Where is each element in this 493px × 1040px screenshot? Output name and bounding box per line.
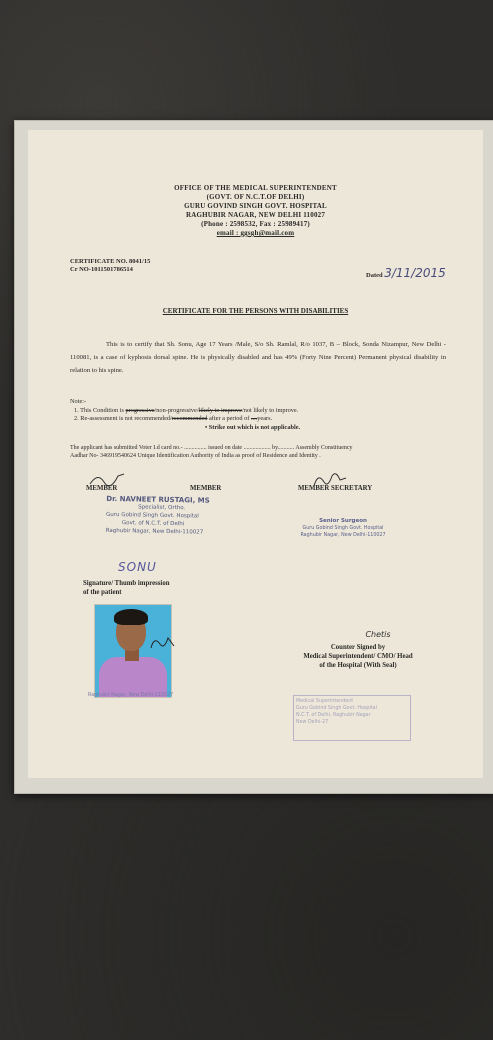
counter-line: of the Hospital (With Seal) (319, 662, 397, 669)
struck-blank: .... (250, 415, 258, 422)
cr-no: Cr NO-1011501786514 (70, 266, 133, 273)
certificate-title: CERTIFICATE FOR THE PERSONS WITH DISABILITIES (162, 307, 349, 315)
applicant-line-2: Aadhar No- 346919540624 Unique Identification Authority of India as proof of Residence and Identity . (70, 453, 321, 459)
certificate-body: This is to certify that Sh. Sonu, Age 17 Years /Male, S/o Sh. Ramlal, R/o 1037, B – Block, Sonda Nizampur, New Delhi - 110081, is a case of kyphosis dorsal spine. He is physically disabled and has 49% (Forty Nine Percent) Permanent physical disability in relation to his spine. (70, 341, 446, 374)
seal-line: Guru Gobind Singh Govt. Hospital (296, 706, 377, 711)
stamp-name: Dr. NAVNEET RUSTAGI, MS (106, 494, 210, 505)
note-item-1 (70, 407, 440, 416)
stamp-line: Guru Gobind Singh Govt. Hospital (105, 511, 199, 520)
header-line: OFFICE OF THE MEDICAL SUPERINTENDENT (174, 184, 337, 192)
secretary-stamp (278, 518, 408, 539)
photo-hair (114, 609, 148, 625)
dated-field (366, 266, 446, 280)
member-secretary-label: MEMBER SECRETARY (298, 485, 373, 492)
superintendent-seal (293, 695, 411, 741)
note-text: /not likely to improve. (241, 406, 299, 414)
note-text: years. (257, 415, 273, 422)
dated-label: Dated (366, 272, 383, 279)
certificate-no: CERTIFICATE NO. 8041/15 (70, 258, 151, 265)
note-item-2 (70, 415, 440, 424)
note-section (70, 398, 440, 432)
certificate-page (28, 130, 483, 778)
stamp-line: Senior Surgeon (319, 518, 367, 524)
member-label-1: MEMBER (86, 485, 118, 492)
photo-shirt (99, 657, 167, 698)
strike-out-instruction: • Strike out which is not applicable. (205, 423, 301, 431)
office-header (28, 184, 483, 238)
note-text: 2. Re-assessment is not recommended/ (74, 415, 172, 422)
header-line: (Phone : 2598532, Fax : 25989417) (201, 220, 310, 228)
counter-line: Medical Superintendent/ CMO/ Head (303, 653, 413, 660)
stamp-line: Raghubir Nagar, New Delhi-110027 (300, 533, 386, 538)
header-line: (GOVT. OF N.C.T.OF DELHI) (206, 193, 305, 201)
note-text: 1. This Condition is (74, 406, 126, 414)
member-secretary-signature (310, 468, 350, 490)
certificate-numbers (70, 258, 150, 274)
applicant-proof (70, 444, 460, 460)
stamp-line: Govt. of N.C.T. of Delhi (121, 520, 185, 528)
applicant-line-1: The applicant has submitted Voter I.d card no.- ............... issued on date .................. by........... Assembly Constituency (70, 445, 353, 451)
member-label-2: MEMBER (190, 485, 222, 492)
counter-handwriting: Chetis (365, 630, 391, 639)
counter-signature-block (258, 630, 458, 670)
photo-attestation-signature (148, 632, 178, 654)
seal-line: Medical Superintendent (296, 699, 354, 704)
note-text: /non-progressive/ (154, 406, 199, 414)
header-line: GURU GOVIND SINGH GOVT. HOSPITAL (184, 202, 327, 210)
label-line: of the patient (83, 589, 122, 596)
patient-signature: SONU (118, 560, 157, 574)
struck-text: likely to improve (198, 406, 242, 414)
stamp-line: Guru Gobind Singh Govt. Hospital (302, 526, 384, 531)
header-line: RAGHUBIR NAGAR, NEW DELHI 110027 (185, 211, 326, 219)
member-signature-1 (88, 470, 128, 488)
stamp-line: Raghubir Nagar, New Delhi-110027 (105, 527, 204, 536)
doctor-stamp (106, 495, 237, 537)
seal-line: N.C.T. of Delhi, Raghubir Nagar (296, 713, 371, 718)
patient-signature-label (83, 579, 170, 597)
dated-value: 3/11/2015 (384, 266, 446, 280)
counter-line: Counter Signed by (330, 644, 386, 651)
seal-line: New Delhi-27 (296, 720, 329, 725)
stamp-line: Specialist, Ortho. (138, 504, 186, 512)
note-text: after a period of (207, 415, 250, 422)
photo-stamp: Raghubir Nagar, New Delhi-110027 (88, 693, 174, 698)
note-label: Note:- (70, 398, 87, 405)
label-line: Signature/ Thumb impression (83, 580, 170, 587)
struck-text: progressive (125, 406, 155, 414)
struck-text: recommended (171, 415, 208, 422)
header-line: email : ggsgh@mail.com (216, 229, 295, 237)
